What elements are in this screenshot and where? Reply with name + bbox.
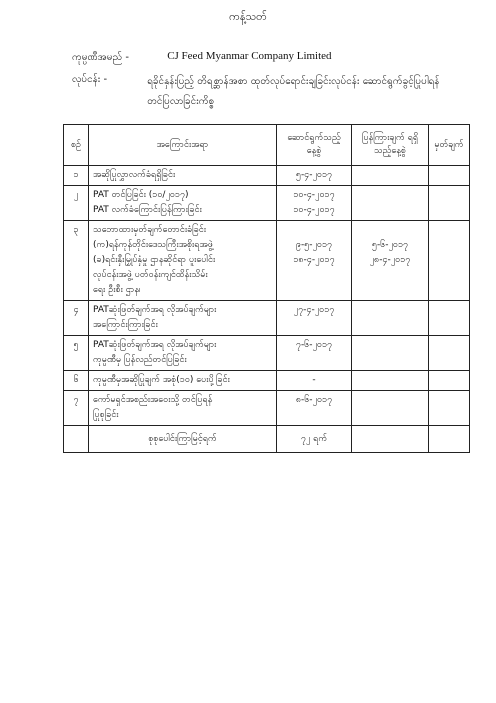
total-empty-cell bbox=[429, 426, 470, 453]
date-line: ၁၀-၄-၂၀၁၇ bbox=[293, 205, 335, 215]
content-line: အကြောင်းကြားခြင်း bbox=[93, 320, 158, 330]
content-line: ကော်မရှင်အစည်းအဝေးသို့ တင်ပြရန် bbox=[93, 395, 213, 405]
business-label: လုပ်ငန်း - bbox=[72, 74, 108, 85]
content-line: အဆိုပြုလွှာလက်ခံရရှိခြင်း bbox=[93, 170, 176, 180]
table-row bbox=[64, 371, 470, 391]
total-label: စုစုပေါင်းကြာမြင့်ရက် bbox=[89, 426, 277, 453]
row-content bbox=[89, 166, 277, 186]
date-line: ၇-၆-၂၀၁၇ bbox=[295, 340, 333, 350]
row-number bbox=[64, 371, 89, 391]
date-line: ၈-၆-၂၀၁၇ bbox=[295, 395, 333, 405]
date-line: ၁၀-၄-၂၀၁၇ bbox=[293, 190, 335, 200]
row-number-text: ၁ bbox=[73, 170, 79, 180]
row-date bbox=[277, 371, 352, 391]
row-number bbox=[64, 301, 89, 336]
content-line: PATဆုံးဖြတ်ချက်အရ လိုအပ်ချက်များ bbox=[93, 305, 217, 315]
row-reply-date bbox=[352, 371, 429, 391]
date-line bbox=[281, 223, 347, 238]
row-date bbox=[277, 391, 352, 426]
table-header-row bbox=[64, 125, 470, 166]
company-label: ကုမ္ပဏီအမည် - bbox=[72, 52, 129, 63]
row-reply-date bbox=[352, 301, 429, 336]
row-note bbox=[429, 221, 470, 301]
row-content bbox=[89, 186, 277, 221]
date-line bbox=[281, 268, 347, 283]
table-row bbox=[64, 301, 470, 336]
table-row bbox=[64, 391, 470, 426]
row-content bbox=[89, 221, 277, 301]
content-line: သဘောထားမှတ်ချက်တောင်းခံခြင်း bbox=[93, 225, 207, 235]
row-date bbox=[277, 221, 352, 301]
date-line bbox=[281, 353, 347, 368]
reply-date-line bbox=[356, 283, 424, 298]
table-row bbox=[64, 166, 470, 186]
row-date bbox=[277, 336, 352, 371]
content-line: PAT လက်ခံကြောင်းပြန်ကြားခြင်း bbox=[93, 205, 202, 215]
header-no: စဉ် bbox=[64, 125, 89, 166]
header-content: အကြောင်းအရာ bbox=[89, 125, 277, 166]
row-number-text: ၇ bbox=[73, 395, 79, 405]
row-date bbox=[277, 186, 352, 221]
table-row bbox=[64, 186, 470, 221]
content-line: PAT တင်ပြခြင်း (၁၀/၂၀၁၇) bbox=[93, 190, 189, 200]
date-line bbox=[281, 408, 347, 423]
row-date bbox=[277, 166, 352, 186]
row-number bbox=[64, 391, 89, 426]
row-reply-date bbox=[352, 391, 429, 426]
row-note bbox=[429, 391, 470, 426]
row-note bbox=[429, 371, 470, 391]
content-line: ပြုစုခြင်း bbox=[93, 410, 119, 420]
reply-date-line: ၅-၆-၂၀၁၇ bbox=[371, 240, 409, 250]
company-row bbox=[72, 50, 332, 65]
row-date bbox=[277, 301, 352, 336]
content-line: လုပ်ငန်းအဖွဲ့ ပတ်ဝန်းကျင်ထိန်းသိမ်း bbox=[93, 270, 208, 280]
date-line: ၉-၅-၂၀၁၇ bbox=[295, 240, 333, 250]
row-reply-date bbox=[352, 336, 429, 371]
date-line: - bbox=[312, 375, 316, 385]
reply-date-line bbox=[356, 268, 424, 283]
row-number-text: ၄ bbox=[73, 305, 79, 315]
table-row bbox=[64, 336, 470, 371]
row-number bbox=[64, 186, 89, 221]
row-note bbox=[429, 301, 470, 336]
content-line: (က)ရန်ကုန်တိုင်းဒေသကြီးအစိုးရအဖွဲ့ bbox=[93, 240, 213, 250]
row-content bbox=[89, 336, 277, 371]
total-empty-cell bbox=[64, 426, 89, 453]
row-number-text: ၅ bbox=[73, 340, 79, 350]
header-note: မှတ်ချက် bbox=[429, 125, 470, 166]
row-note bbox=[429, 166, 470, 186]
row-content bbox=[89, 371, 277, 391]
date-line: ၁၈-၄-၂၀၁၇ bbox=[293, 255, 335, 265]
row-content bbox=[89, 301, 277, 336]
page-title: ကန့်သတ် bbox=[229, 10, 267, 23]
date-line: ၂၇-၄-၂၀၁၇ bbox=[293, 305, 335, 315]
total-row bbox=[64, 426, 470, 453]
row-note bbox=[429, 186, 470, 221]
reply-date-line: ၂၈-၄-၂၀၁၇ bbox=[369, 255, 411, 265]
table-body bbox=[64, 166, 470, 426]
timeline-table bbox=[63, 124, 470, 453]
row-reply-date bbox=[352, 221, 429, 301]
date-line bbox=[281, 283, 347, 298]
content-line: ရေး ဦးစီး ဌာန၊ bbox=[93, 285, 141, 295]
reply-date-line bbox=[356, 223, 424, 238]
content-line: ကုမ္ပဏီမှ ပြန်လည်တင်ပြခြင်း bbox=[93, 355, 187, 365]
row-number-text: ၆ bbox=[73, 375, 79, 385]
content-line: ကုမ္ပဏီမှအဆိုပြုချက် အစုံ(၁၀) ပေးပို့ခြင်း bbox=[93, 375, 230, 385]
row-number-text: ၃ bbox=[73, 225, 79, 235]
business-row bbox=[72, 72, 447, 112]
row-number bbox=[64, 336, 89, 371]
header-date: ဆောင်ရွက်သည့် နေ့စွဲ bbox=[277, 125, 352, 166]
row-number bbox=[64, 221, 89, 301]
total-value: ၇၂ ရက် bbox=[277, 426, 352, 453]
row-note bbox=[429, 336, 470, 371]
business-description: ရခိုင်နှန်းပြည့် တိရစ္ဆာန်အစာ ထုတ်လုပ်ရောင်းချခြင်းလုပ်ငန်း ဆောင်ရွက်ခွင့်ပြုပါရန် တင်ပြလာခြင်းကိစ္စ bbox=[147, 76, 440, 107]
row-content bbox=[89, 391, 277, 426]
row-reply-date bbox=[352, 166, 429, 186]
content-line: PATဆုံးဖြတ်ချက်အရ လိုအပ်ချက်များ bbox=[93, 340, 217, 350]
header-reply-date: ပြန်ကြားချက် ရရှိသည့်နေ့စွဲ bbox=[352, 125, 429, 166]
table-row bbox=[64, 221, 470, 301]
row-number-text: ၂ bbox=[73, 190, 79, 200]
content-line: (ခ)ရင်းနှီးမြှုပ်နှံမှု ဌာနဆိုင်ရာ ပူးပေါင်း bbox=[93, 255, 216, 265]
total-empty-cell bbox=[352, 426, 429, 453]
date-line bbox=[281, 318, 347, 333]
row-reply-date bbox=[352, 186, 429, 221]
company-name: CJ Feed Myanmar Company Limited bbox=[167, 50, 332, 62]
date-line: ၅-၄-၂၀၁၇ bbox=[295, 170, 333, 180]
row-number bbox=[64, 166, 89, 186]
